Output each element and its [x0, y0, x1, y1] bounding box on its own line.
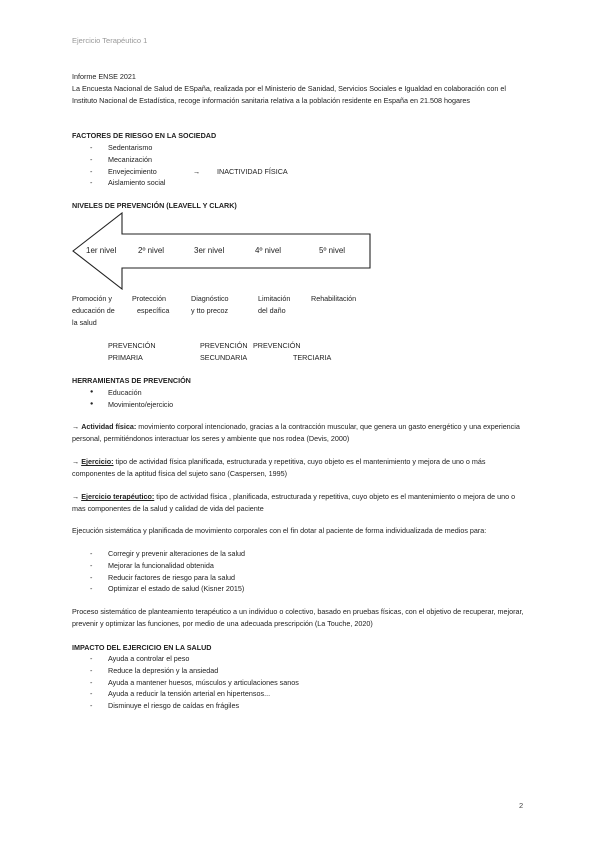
risk-result: INACTIVIDAD FÍSICA	[217, 167, 288, 176]
execution-list	[72, 548, 528, 595]
definition-actividad-fisica: → Actividad física: movimiento corporal intencionado, gracias a la contracción muscular, que genera un gasto energético y una experiencia personal, permitiéndonos interactuar los seres y ambiente que nos rodea (Devis, 2000)	[72, 422, 520, 443]
list-item: - Corregir y prevenir alteraciones de la salud	[72, 548, 528, 560]
process-text: Proceso sistemático de planteamiento terapéutico a un individuo o colectivo, basado en pruebas físicas, con el objetivo de recuperar, mejorar, prevenir y optimizar las funciones, por medio de una adecuada prescripción (La Touche, 2020)	[72, 607, 524, 628]
list-item: ● Educación	[72, 387, 528, 399]
level-desc-4: Limitación del daño	[258, 294, 291, 315]
definition-ejercicio: → Ejercicio: tipo de actividad física planificada, estructurada y repetitiva, cuyo objeto es el mantenimiento y mejora de uno o más componentes de la aptitud física del sujeto sano (Caspersen, 1995)	[72, 457, 486, 478]
list-item: - Mecanización	[72, 154, 528, 166]
prevention-secondary: PREVENCIÓN SECUNDARIA	[200, 341, 248, 362]
risk-list	[72, 142, 528, 189]
impact-list	[72, 653, 528, 712]
list-item: - Envejecimiento	[72, 166, 528, 178]
list-item: ● Movimiento/ejercicio	[72, 399, 528, 411]
list-item: - Reduce la depresión y la ansiedad	[72, 665, 528, 677]
intro-title: Informe ENSE 2021	[72, 72, 136, 81]
list-item: - Ayuda a mantener huesos, músculos y articulaciones sanos	[72, 677, 528, 689]
arrow-label-2: 2º nivel	[138, 246, 165, 255]
intro-text: La Encuesta Nacional de Salud de ESpaña, realizada por el Ministerio de Sanidad, Servicios Sociales e Igualdad en colaboración con el Instituto Nacional de Estadística, recoge información sanitaria relativa a la población residente en España en 21.508 hogares	[72, 83, 506, 105]
list-item: - Reducir factores de riesgo para la salud	[72, 572, 528, 584]
list-item: - Sedentarismo	[72, 142, 528, 154]
execution-text: Ejecución sistemática y planificada de movimiento corporales con el fin dotar al paciente de forma individualizada de medios para:	[72, 526, 487, 535]
tools-heading: HERRAMIENTAS DE PREVENCIÓN	[72, 376, 191, 385]
definition-ejercicio-terapeutico: → Ejercicio terapéutico: tipo de actividad física , planificada, estructurada y repetitiva, cuyo objeto es el mantenimiento o mejora de uno o mas componentes de la salud y calidad de vida del paciente	[72, 492, 516, 513]
level-desc-1: Promoción y educación de la salud	[72, 294, 115, 327]
list-item: - Disminuye el riesgo de caídas en frágiles	[72, 700, 528, 712]
arrow-label-5: 5º nivel	[319, 246, 346, 255]
arrow-label-4: 4º nivel	[255, 246, 282, 255]
intro-section	[72, 71, 528, 106]
list-item: - Mejorar la funcionalidad obtenida	[72, 560, 528, 572]
prevention-primary: PREVENCIÓN PRIMARIA	[108, 341, 156, 362]
prevention-tertiary: PREVENCIÓN TERCIARIA	[253, 341, 332, 362]
page-number: 2	[519, 801, 524, 810]
risk-heading: FACTORES DE RIESGO EN LA SOCIEDAD	[72, 131, 217, 140]
level-desc-3: Diagnóstico y tto precoz	[191, 294, 229, 315]
list-item: - Optimizar el estado de salud (Kisner 2015)	[72, 583, 528, 595]
arrow-label-1: 1er nivel	[86, 246, 117, 255]
page-header: Ejercicio Terapéutico 1	[72, 36, 148, 45]
level-desc-2: Protección específica	[132, 294, 170, 315]
list-item: - Aislamiento social	[72, 177, 528, 189]
tools-list	[72, 387, 528, 411]
arrow-label-3: 3er nivel	[194, 246, 225, 255]
level-desc-5: Rehabilitación	[311, 294, 357, 303]
levels-heading: NIVELES DE PREVENCIÓN (LEAVELL Y CLARK)	[72, 201, 237, 210]
impact-heading: IMPACTO DEL EJERCICIO EN LA SALUD	[72, 643, 212, 652]
list-item: - Ayuda a controlar el peso	[72, 653, 528, 665]
list-item: - Ayuda a reducir la tensión arterial en hipertensos...	[72, 688, 528, 700]
risk-arrow: →	[193, 167, 201, 176]
